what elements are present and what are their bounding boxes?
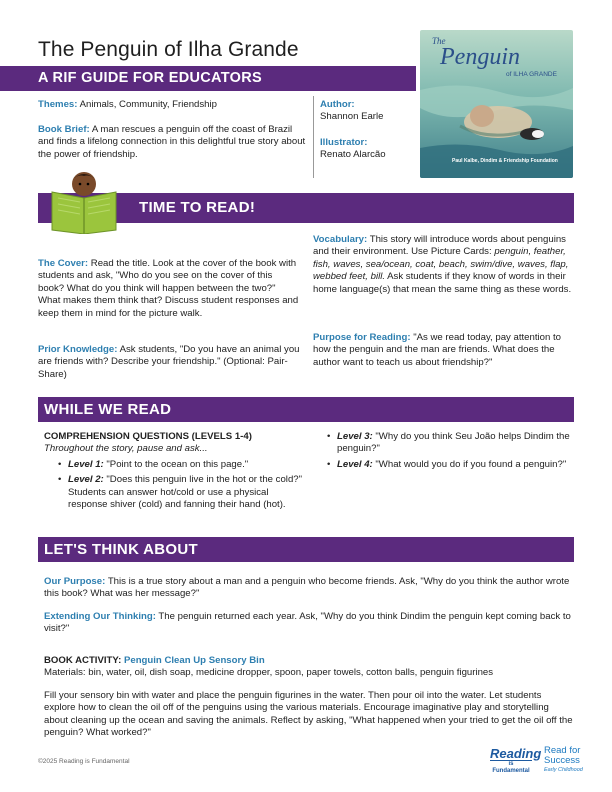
themes-text: Animals, Community, Friendship bbox=[79, 99, 217, 110]
level-3-label: Level 3: bbox=[337, 431, 373, 442]
vocabulary-text-2: Ask students if they know of words in their home language(s) that mean the same thing as these words. bbox=[313, 271, 572, 295]
level-1-item bbox=[44, 459, 304, 471]
book-activity-heading bbox=[44, 655, 574, 667]
purpose-for-reading-text: "As we read today, pay attention to how the penguin and the man are friends. What does the author want to teach us about friendship?" bbox=[313, 332, 561, 368]
level-2-label: Level 2: bbox=[68, 474, 104, 486]
book-cover-image bbox=[420, 30, 573, 178]
column-divider bbox=[313, 96, 314, 178]
time-to-read-heading: TIME TO READ! bbox=[139, 199, 256, 216]
extending-thinking-label: Extending Our Thinking: bbox=[44, 611, 156, 622]
comprehension-intro: Throughout the story, pause and ask... bbox=[44, 443, 208, 455]
logo2-line-3: Early Childhood bbox=[544, 767, 583, 773]
activity-instructions: Fill your sensory bin with water and place the penguin figurines in the water. Then pour oil into the water. Let students explore how to clean the oil off of the penguins using the various materials. Encourage imaginative play and storytelling about cleaning up the ocean and saving the animals. Reflect by asking, "What happened when your tried to get the oil off the penguin? What worked?" bbox=[44, 690, 573, 739]
comprehension-left-column bbox=[44, 431, 304, 511]
vocabulary-label: Vocabulary: bbox=[313, 234, 368, 245]
logo-fundamental-word: is Fundamental bbox=[490, 760, 532, 775]
the-cover-text: Read the title. Look at the cover of the book with students and ask, "Who do you see on the cover of this book? What do you think will happen between the two?" What makes them think that? Discuss student responses and keep them in mind for the picture walk. bbox=[38, 258, 299, 319]
lets-think-about-heading: LET'S THINK ABOUT bbox=[44, 541, 198, 558]
copyright: ©2025 Reading is Fundamental bbox=[38, 758, 130, 765]
read-for-success-logo bbox=[544, 746, 583, 774]
cover-title-the: The bbox=[432, 36, 446, 46]
logo-reading-word: Reading bbox=[490, 746, 542, 761]
while-we-read-bar bbox=[38, 397, 574, 422]
level-1-text: "Point to the ocean on this page." bbox=[106, 458, 249, 470]
level-4-label: Level 4: bbox=[337, 458, 373, 470]
book-brief-text: A man rescues a penguin off the coast of Brazil and finds a lifelong connection in this delightful true story about the power of friendship. bbox=[38, 124, 306, 160]
materials-line: Materials: bin, water, oil, dish soap, medicine dropper, spoon, paper towels, cotton balls, penguin figurines bbox=[44, 667, 494, 678]
extending-thinking-paragraph bbox=[44, 611, 574, 636]
our-purpose-label: Our Purpose: bbox=[44, 576, 106, 587]
lets-think-about-bar bbox=[38, 537, 574, 562]
our-purpose-paragraph bbox=[44, 576, 574, 601]
themes-line bbox=[38, 99, 306, 111]
the-cover-label: The Cover: bbox=[38, 258, 89, 269]
purpose-for-reading-label: Purpose for Reading: bbox=[313, 332, 411, 343]
guide-bar-label: A RIF GUIDE FOR EDUCATORS bbox=[38, 70, 262, 86]
our-purpose-text: This is a true story about a man and a penguin who become friends. Ask, "Why do you think the author wrote this book? What was her message?" bbox=[44, 576, 570, 600]
level-4-item bbox=[313, 459, 575, 471]
level-4-text: "What would you do if you found a penguin?" bbox=[375, 458, 567, 470]
vocabulary-words: penguin, feather, fish, waves, sea/ocean, coat, beach, swim/dive, waves, flap, webbed feet, bill. bbox=[313, 246, 569, 283]
author-label: Author: bbox=[320, 99, 355, 110]
author-name: Shannon Earle bbox=[320, 111, 384, 123]
reading-is-fundamental-logo bbox=[490, 746, 542, 775]
comprehension-right-column bbox=[313, 428, 575, 471]
illustrator-name: Renato Alarcão bbox=[320, 149, 386, 161]
book-brief-label: Book Brief: bbox=[38, 124, 90, 135]
logo2-line-2: Success bbox=[544, 755, 580, 766]
illustrator-block bbox=[320, 137, 415, 162]
while-we-read-heading: WHILE WE READ bbox=[44, 401, 172, 418]
the-cover-paragraph bbox=[38, 258, 300, 320]
vocabulary-paragraph bbox=[313, 234, 575, 296]
extending-thinking-text: The penguin returned each year. Ask, "Why do you think Dindim the penguin kept coming back to visit?" bbox=[44, 611, 571, 635]
prior-knowledge-paragraph bbox=[38, 344, 300, 381]
prior-knowledge-label: Prior Knowledge: bbox=[38, 344, 118, 355]
book-activity-label: BOOK ACTIVITY: bbox=[44, 655, 122, 666]
book-brief bbox=[38, 124, 306, 161]
themes-label: Themes: bbox=[38, 99, 78, 110]
prior-knowledge-text: Ask students, "Do you have an animal you are friends with? Describe your friendship." (Optional: Pair-Share) bbox=[38, 344, 300, 380]
level-list-right bbox=[313, 431, 575, 471]
comprehension-heading: COMPREHENSION QUESTIONS (LEVELS 1-4) bbox=[44, 431, 252, 442]
level-2-item bbox=[44, 474, 304, 511]
cover-title-main: Penguin bbox=[440, 44, 520, 70]
level-list-left bbox=[44, 459, 304, 512]
book-activity-name: Penguin Clean Up Sensory Bin bbox=[123, 655, 265, 666]
logo2-line-1: Read for bbox=[544, 745, 581, 756]
level-1-label: Level 1: bbox=[68, 458, 104, 470]
level-2-text: "Does this penguin live in the hot or the cold?" Students can answer hot/cold or use a physical response shiver (cold) and fanning their hand (hot). bbox=[68, 474, 303, 511]
cover-subtitle: Paul Kalbe, Dindim & Friendship Foundation bbox=[452, 158, 558, 164]
purpose-for-reading-paragraph bbox=[313, 332, 575, 369]
level-3-text: "Why do you think Seu João helps Dindim the penguin?" bbox=[337, 431, 570, 455]
guide-bar bbox=[0, 66, 416, 91]
page-title: The Penguin of Ilha Grande bbox=[38, 38, 299, 61]
child-reading-book-icon bbox=[46, 168, 122, 234]
illustrator-label: Illustrator: bbox=[320, 137, 368, 148]
level-3-item bbox=[313, 431, 575, 456]
cover-title-sub: of ILHA GRANDE bbox=[506, 71, 557, 78]
author-block bbox=[320, 99, 415, 124]
vocabulary-text: This story will introduce words about penguins and their environment. Use Picture Cards: bbox=[313, 234, 566, 258]
